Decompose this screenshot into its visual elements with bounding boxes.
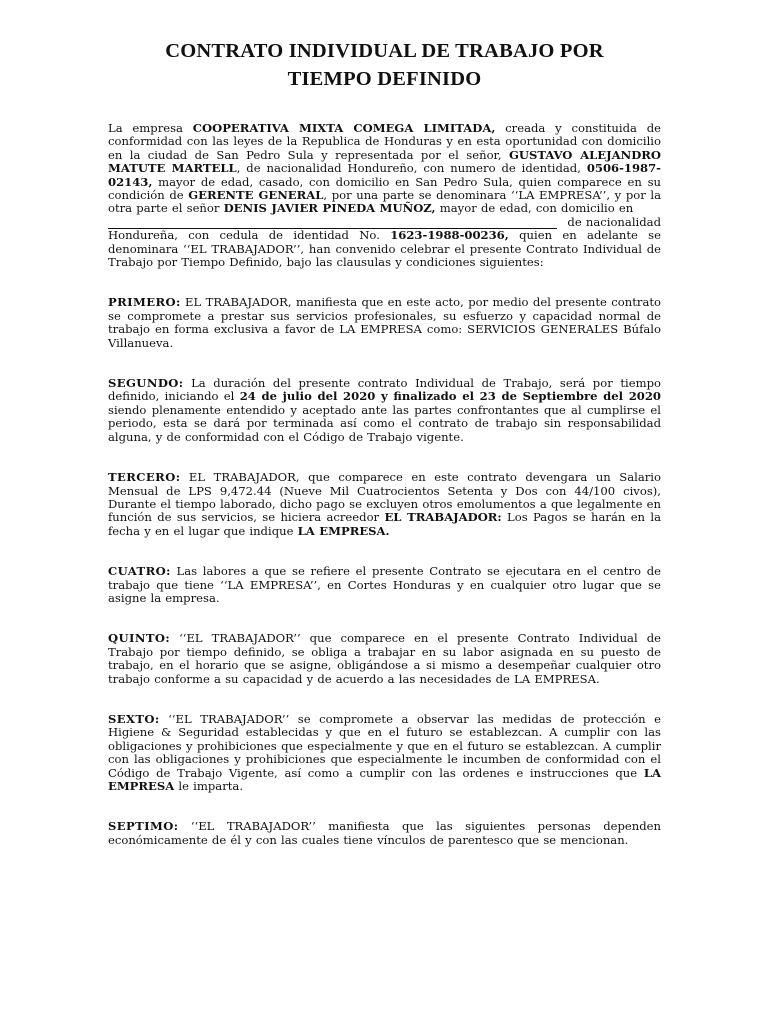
intro-text: creada y constituida de conformidad con las leyes de la Republica de Honduras y en esta oportunidad con domicilio en la ciudad de San Pedro Sula y representada por el señor,	[108, 121, 661, 162]
intro-text: mayor de edad, casado, con domicilio en San Pedro Sula, quien comparece en su condición de	[108, 174, 661, 203]
clause-text: EL TRABAJADOR, que comparece en este contrato devengara un Salario Mensual de LPS 9,472.44 (Nueve Mil Cuatrocientos Setenta y Dos con 44/100 civos), Durante el tiempo laborado, dicho pago se excluyen otros emolumentos a que legalmente en función de sus servicios, se hiciera acreedor	[108, 470, 661, 525]
representative-role: GERENTE GENERAL	[188, 188, 324, 203]
intro-text: Hondureña, con cedula de identidad No.	[108, 228, 391, 243]
clause-tercero	[108, 471, 661, 538]
clause-bold-text: EL TRABAJADOR:	[384, 510, 502, 525]
clause-bold-text: LA EMPRESA	[108, 765, 661, 794]
clause-text: ‘‘EL TRABAJADOR’’ que comparece en el presente Contrato Individual de Trabajo por tiempo definido, se obliga a trabajar en su labor asignada en su puesto de trabajo, en el horario que se asigne, obligándose a si mismo a desempeñar cualquier otro trabajo conforme a su capacidad y de acuerdo a las necesidades de LA EMPRESA.	[108, 631, 661, 686]
clause-bold-text: LA EMPRESA.	[297, 523, 390, 538]
clause-text: Las labores a que se refiere el presente Contrato se ejecutara en el centro de trabajo que tiene ‘‘LA EMPRESA’’, en Cortes Honduras y en cualquier otro lugar que se asigne la empresa.	[108, 564, 661, 605]
representative-id: 0506-1987-02143,	[108, 161, 661, 189]
clause-label: PRIMERO:	[108, 295, 181, 310]
contract-dates: 24 de julio del 2020 y finalizado el 23 de Septiembre del 2020	[239, 389, 661, 404]
clause-label: SEGUNDO:	[108, 376, 184, 391]
clause-label: TERCERO:	[108, 470, 181, 485]
intro-text: , por una parte se denominara ‘‘LA EMPRESA’’, y por la otra parte el señor	[108, 188, 661, 216]
clause-quinto	[108, 632, 661, 686]
clause-label: QUINTO:	[108, 631, 171, 646]
clause-text: ‘‘EL TRABAJADOR’’ se compromete a observar las medidas de protección e Higiene & Seguridad establecidas y que en el futuro se establezcan. A cumplir con las obligaciones y prohibiciones que especialmente y que en el futuro se establezcan. A cumplir con las obligaciones y prohibiciones que especialmente le incumben de conformidad con el Código de Trabajo Vigente, así como a cumplir con las ordenes e instrucciones que	[108, 711, 661, 780]
clause-cuatro	[108, 565, 661, 605]
clause-segundo	[108, 377, 661, 444]
employee-id: 1623-1988-00236,	[390, 228, 509, 243]
intro-text: mayor de edad, con domicilio en	[435, 201, 634, 216]
intro-text: de nacionalidad	[567, 214, 661, 229]
clause-text: le imparta.	[174, 779, 244, 794]
intro-text: , de nacionalidad Hondureño, con numero de identidad,	[236, 161, 587, 176]
intro-paragraph	[108, 122, 661, 216]
clause-label: SEPTIMO:	[108, 819, 179, 834]
clause-text: siendo plenamente entendido y aceptado ante las partes confrontantes que al cumplirse el periodo, esta se dará por terminada así como el contrato de trabajo sin responsabilidad alguna, y de conformidad con el Código de Trabajo vigente.	[108, 402, 661, 444]
title-line-1: CONTRATO INDIVIDUAL DE TRABAJO POR	[165, 40, 604, 62]
representative-name: GUSTAVO ALEJANDRO MATUTE MARTELL	[108, 147, 662, 176]
intro-paragraph-continued	[108, 229, 661, 269]
clause-septimo	[108, 820, 661, 847]
domicile-blank-line	[108, 216, 661, 229]
clause-text: La duración del presente contrato Individual de Trabajo, será por tiempo definido, iniciando el	[108, 376, 661, 404]
clause-text: Los Pagos se harán en la fecha y en el lugar que indique	[108, 510, 661, 538]
intro-text: La empresa	[108, 121, 193, 135]
clause-label: SEXTO:	[108, 711, 160, 726]
clause-primero	[108, 296, 661, 350]
document-title	[108, 0, 661, 93]
intro-text: quien en adelante se denominara ‘‘EL TRABAJADOR’’, han convenido celebrar el presente Contrato Individual de Trabajo por Tiempo Definido, bajo las clausulas y condiciones siguientes:	[108, 228, 661, 270]
clause-label: CUATRO:	[108, 564, 171, 579]
clause-text: EL TRABAJADOR, manifiesta que en este acto, por medio del presente contrato se compromete a prestar sus servicios profesionales, su esfuerzo y capacidad normal de trabajo en forma exclusiva a favor de LA EMPRESA como: SERVICIOS GENERALES Búfalo Villanueva.	[108, 295, 661, 350]
clause-sexto	[108, 713, 661, 793]
employee-name: DENIS JAVIER PINEDA MUÑOZ,	[223, 201, 436, 216]
company-name: COOPERATIVA MIXTA COMEGA LIMITADA,	[192, 121, 496, 135]
title-line-2: TIEMPO DEFINIDO	[287, 68, 482, 90]
clause-text: ‘‘EL TRABAJADOR’’ manifiesta que las siguientes personas dependen económicamente de él y con las cuales tiene vínculos de parentesco que se mencionan.	[108, 819, 661, 847]
